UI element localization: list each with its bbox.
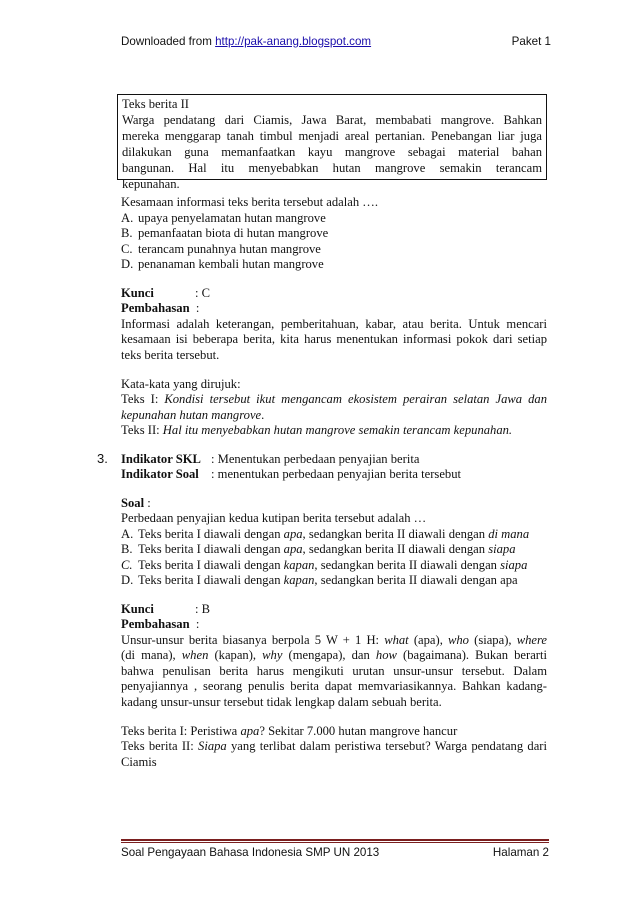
box-title: Teks berita II bbox=[122, 97, 189, 111]
q2-pembahasan-label: Pembahasan : bbox=[121, 301, 200, 315]
page-number: Halaman 2 bbox=[492, 846, 549, 859]
teks1-quote-cont: kepunahan hutan mangrove. bbox=[121, 408, 265, 422]
page-header bbox=[121, 35, 551, 48]
footer-rule-thin bbox=[121, 842, 549, 843]
q3-option-b: B. Teks berita I diawali dengan apa, sedangkan berita II diawali dengan siapa bbox=[121, 542, 516, 556]
q3-pembahasan-line: (di mana), when (kapan), why (mengapa), dan how (bagaimana). Bukan berarti bbox=[121, 648, 547, 662]
news-text-box bbox=[117, 94, 547, 191]
teks2-quote: Teks II: Hal itu menyebabkan hutan mangrove semakin terancam kepunahan. bbox=[121, 423, 513, 437]
indikator-soal: Indikator Soal : menentukan perbedaan penyajian berita tersebut bbox=[121, 467, 462, 481]
dirujuk-label: Kata-kata yang dirujuk: bbox=[121, 377, 241, 391]
q3-pembahasan-line: penyajiannya , seorang penulis berita dapat memvariasikannya. Bahkan kadang- bbox=[121, 679, 547, 693]
q2-option-d: D. penanaman kembali hutan mangrove bbox=[121, 257, 324, 271]
q3-pembahasan-line: kadang unsur-unsur tersebut tidak lengkap dalam sebuah berita. bbox=[121, 695, 442, 709]
q2-pembahasan-line: Informasi adalah keterangan, pemberitahuan, kabar, atau berita. Untuk mencari bbox=[121, 317, 547, 331]
q3-pembahasan-label: Pembahasan : bbox=[121, 617, 200, 631]
q3-option-c: C. Teks berita I diawali dengan kapan, sedangkan berita II diawali dengan siapa bbox=[121, 558, 528, 572]
box-line: dilakukan guna memanfaatkan kayu mangrove sebagai material bahan bbox=[122, 145, 542, 159]
q3-pembahasan-line: bahwa penulisan berita harus mengikuti urutan unsur-unsur tersebut. Dalam bbox=[121, 664, 547, 678]
page-footer bbox=[121, 846, 549, 859]
teks-berita-2-cont: Ciamis bbox=[121, 755, 157, 769]
q3-question: Perbedaan penyajian kedua kutipan berita tersebut adalah … bbox=[121, 511, 427, 525]
teks1-quote: Teks I: Kondisi tersebut ikut mengancam ekosistem perairan selatan Jawa dan bbox=[121, 392, 547, 406]
source-link[interactable]: http://pak-anang.blogspot.com bbox=[215, 35, 372, 48]
q2-question: Kesamaan informasi teks berita tersebut adalah …. bbox=[121, 195, 379, 209]
box-line: Warga pendatang dari Ciamis, Jawa Barat, membabati mangrove. Bahkan bbox=[122, 113, 542, 127]
soal-label: Soal : bbox=[121, 496, 151, 510]
box-line: bangunan. Hal itu menyebabkan hutan mangrove semakin terancam bbox=[122, 161, 542, 175]
q2-kunci: Kunci : C bbox=[121, 286, 211, 300]
q2-option-b: B. pemanfaatan biota di hutan mangrove bbox=[121, 226, 329, 240]
q3-kunci: Kunci : B bbox=[121, 602, 211, 616]
box-line: kepunahan. bbox=[122, 177, 180, 191]
teks-berita-1: Teks berita I: Peristiwa apa? Sekitar 7.000 hutan mangrove hancur bbox=[121, 724, 458, 738]
q2-pembahasan-line: kesamaan isi beberapa berita, kita harus menentukan informasi pokok dari setiap bbox=[121, 332, 547, 346]
downloaded-from-text: Downloaded from bbox=[121, 35, 216, 48]
footer-title: Soal Pengayaan Bahasa Indonesia SMP UN 2013 bbox=[121, 846, 380, 859]
footer-rule bbox=[121, 839, 549, 841]
question-number: 3. bbox=[97, 451, 108, 466]
q3-option-d: D. Teks berita I diawali dengan kapan, sedangkan berita II diawali dengan apa bbox=[121, 573, 518, 587]
q2-option-a: A. upaya penyelamatan hutan mangrove bbox=[121, 211, 326, 225]
paket-label: Paket 1 bbox=[511, 35, 551, 48]
q2-option-c: C. terancam punahnya hutan mangrove bbox=[121, 242, 321, 256]
q3-option-a: A. Teks berita I diawali dengan apa, sedangkan berita II diawali dengan di mana bbox=[121, 527, 530, 541]
q2-pembahasan-line: teks berita tersebut. bbox=[121, 348, 220, 362]
indikator-skl: Indikator SKL : Menentukan perbedaan penyajian berita bbox=[121, 452, 420, 466]
teks-berita-2: Teks berita II: Siapa yang terlibat dalam peristiwa tersebut? Warga pendatang dari bbox=[121, 739, 547, 753]
q3-pembahasan-line: Unsur-unsur berita biasanya berpola 5 W + 1 H: what (apa), who (siapa), where bbox=[121, 633, 547, 647]
box-line: mereka menggarap tanah timbul menjadi areal pertanian. Penebangan liar juga bbox=[122, 129, 542, 143]
